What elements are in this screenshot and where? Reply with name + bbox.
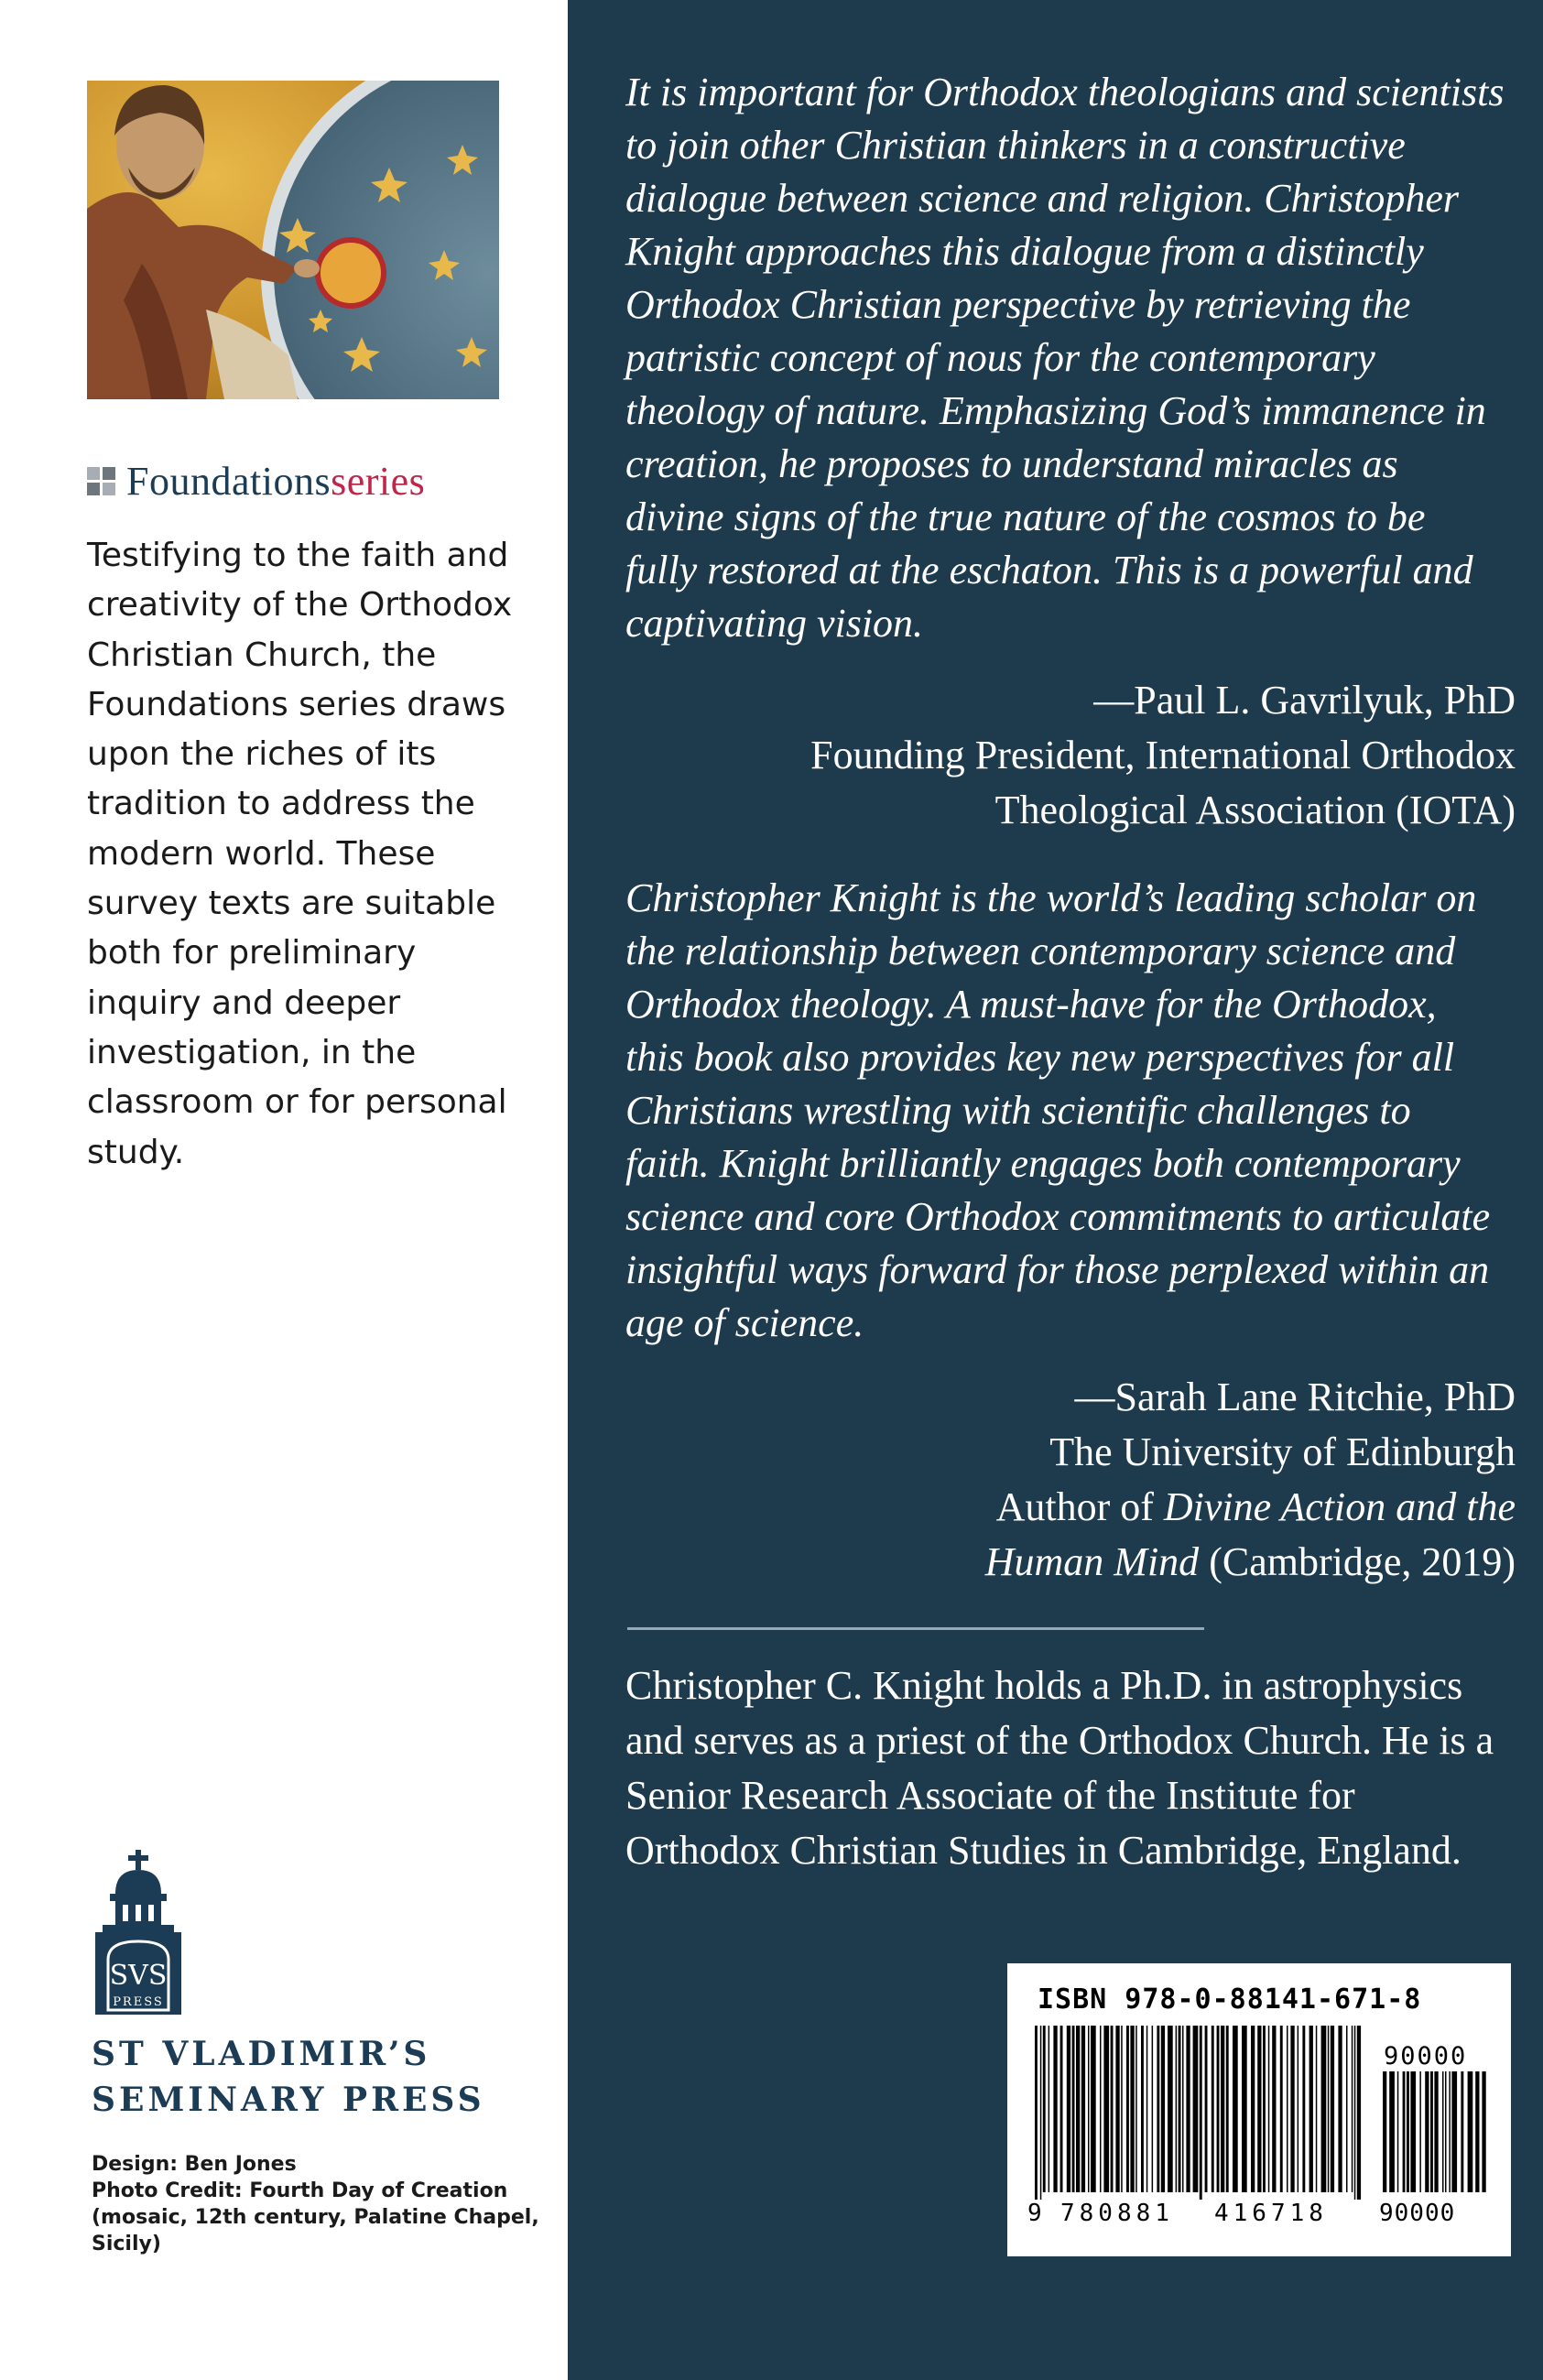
barcode-bar [1091,2026,1096,2192]
barcode-bar [1410,2071,1416,2192]
endorsement-quote-2: Christopher Knight is the world’s leading scholar on the relationship between contemporary science and Orthodox theology. A must-have for the Orthodox, this book also provides key new perspectives for all Christians wrestling with scientific challenges to faith. Knight brilliantly engages both contemporary science and core Orthodox commitments to articulate insightful ways forward for those perplexed within an age of science. [625,875,1491,1345]
endorser-name-2: —Sarah Lane Ritchie, PhD [1074,1375,1516,1419]
barcode-bar [1272,2026,1276,2192]
barcode-bar [1060,2026,1063,2192]
price-barcode-bars [1383,2071,1493,2200]
foundations-series-logo [87,458,425,504]
price-digits: 90000 [1379,2200,1456,2227]
barcode-bar [1354,2026,1356,2200]
cover-credits [92,2151,568,2257]
barcode-bar [1233,2026,1238,2192]
left-panel [0,0,568,2380]
barcode-bar [1257,2026,1261,2192]
barcode-bar [1389,2071,1395,2192]
barcode-bar [1397,2071,1399,2192]
right-panel [568,0,1543,2380]
barcode-bar [1141,2026,1144,2192]
barcode-bar [1430,2071,1433,2192]
barcode-bar [1475,2071,1479,2192]
barcode-bar [1445,2071,1447,2192]
barcode-digits-group2: 416718 [1214,2200,1328,2227]
barcode-bar [1088,2026,1090,2192]
price-code: 90000 [1384,2042,1468,2070]
barcode-bar [1053,2026,1057,2192]
barcode-bar [1126,2026,1129,2192]
publisher-name-line2: SEMINARY PRESS [92,2081,485,2119]
barcode-bar [1242,2026,1247,2192]
photo-credit: Photo Credit: Fourth Day of Creation [92,2179,508,2202]
barcode-bar [1309,2026,1313,2192]
barcode-bar [1121,2026,1123,2192]
barcode-bar [1217,2026,1220,2192]
author-of-prefix: Author of [995,1484,1164,1529]
barcode-bar [1040,2026,1042,2200]
barcode-bar [1425,2071,1429,2192]
barcode-bar [1451,2071,1457,2192]
book-title-line2: Human Mind [984,1539,1200,1584]
barcode-bar [1221,2026,1224,2192]
barcode-bar [1226,2026,1229,2192]
barcode-digit-first: 9 [1027,2200,1042,2227]
barcode-bar [1179,2026,1181,2192]
endorsement-attribution-1 [625,673,1516,838]
barcode-bar [1268,2026,1270,2192]
barcode-bar [1193,2026,1199,2192]
barcode-bar [1357,2026,1361,2200]
endorser-name-1: —Paul L. Gavrilyuk, PhD [1093,678,1516,723]
barcode-bar [1290,2026,1294,2192]
svs-press-logo-icon [88,1850,189,2015]
endorsement-quote-1: It is important for Orthodox theologians and scientists to join other Christian thinkers in a constructive dialogue between science and religion. Christopher Knight approaches this dialogue from a distinctly Orthodox Christian perspective by retrieving the patristic concept of nous for the contemporary theology of nature. Emphasizing God’s immanence in creation, he proposes to understand miracles as divine signs of the true nature of the cosmos to be fully restored at the eschaton. This is a powerful and captivating vision. [625,70,1505,646]
book-title-line1: Divine Action and the [1163,1484,1516,1529]
barcode-bar [1186,2026,1190,2192]
barcode-bar [1157,2026,1159,2192]
barcode-bar [1076,2026,1080,2192]
barcode-bar [1280,2026,1283,2192]
barcode-bar [1205,2026,1208,2192]
barcode-bar [1321,2026,1327,2192]
barcode-bar [1035,2026,1038,2200]
barcode-bar [1152,2026,1154,2192]
endorsement-attribution-2 [625,1370,1516,1590]
barcode-bar [1434,2071,1438,2192]
barcode-bar [1328,2026,1330,2192]
barcode-bar [1352,2026,1353,2192]
barcode-bar [1482,2071,1485,2192]
press-logo-text: PRESS [113,1995,164,2009]
photo-credit-detail: (mosaic, 12th century, Palatine Chapel, Sicily) [92,2206,539,2255]
barcode-bar [1168,2026,1173,2192]
svs-logo-text: SVS [109,1960,168,1992]
barcode-bar [1182,2026,1184,2192]
barcode-bar [1298,2026,1299,2192]
series-squares-icon [87,467,115,495]
barcode-bar [1111,2026,1114,2192]
barcode-bar [1346,2026,1348,2192]
barcode-bar [1419,2071,1421,2192]
barcode-bar [1115,2026,1119,2192]
barcode-bar [1383,2071,1386,2192]
barcode-bars [1035,2026,1364,2200]
mosaic-creation-image [87,81,499,399]
endorser-affiliation-2: The University of Edinburgh [1049,1429,1516,1474]
series-name-series: series [331,458,426,504]
barcode-bar [1449,2071,1451,2192]
author-bio: Christopher C. Knight holds a Ph.D. in astrophysics and serves as a priest of the Orthodox Church. He is a Senior Research Associate of the Institute for Orthodox Christian Studies in Cambridge, England. [625,1663,1494,1873]
barcode-bar [1331,2026,1334,2192]
barcode-bar [1407,2071,1409,2192]
barcode-bar [1338,2026,1342,2192]
barcode-bar [1067,2026,1070,2192]
barcode-bar [1287,2026,1288,2192]
barcode-bar [1251,2026,1255,2192]
endorser-title-1b: Theological Association (IOTA) [994,788,1516,832]
barcode-bar [1263,2026,1266,2192]
barcode-bar [1103,2026,1109,2192]
design-credit: Design: Ben Jones [92,2153,297,2176]
publisher-name [92,2031,485,2123]
barcode-bar [1461,2071,1463,2192]
barcode-bar [1403,2071,1406,2192]
barcode-bar [1043,2026,1046,2192]
barcode-bar [1442,2071,1444,2192]
barcode-bar [1072,2026,1075,2192]
series-description: Testifying to the faith and creativity of the Orthodox Christian Church, the Foundations series draws upon the riches of its tradition to address the modern world. These survey texts are suitable both for preliminary inquiry and deeper investigation, in the classroom or for personal study. [87,537,513,1171]
section-divider [627,1627,1204,1630]
book-details: (Cambridge, 2019) [1199,1539,1516,1584]
series-name-foundations: Foundations [126,458,331,504]
barcode-bar [1081,2026,1085,2192]
barcode-bar [1200,2026,1202,2200]
barcode-bar [1316,2026,1318,2192]
barcode-bar [1302,2026,1305,2192]
barcode-bar [1049,2026,1050,2192]
barcode-bar [1212,2026,1214,2192]
barcode-bar [1176,2026,1178,2192]
barcode-bar [1130,2026,1134,2192]
barcode-bar [1468,2071,1473,2192]
barcode-bar [1146,2026,1148,2192]
isbn-barcode [1007,1963,1511,2256]
barcode-bar [1161,2026,1165,2192]
isbn-label: ISBN 978-0-88141-671-8 [1038,1983,1422,2016]
publisher-name-line1: ST VLADIMIR’S [92,2035,431,2073]
barcode-bar [1136,2026,1137,2192]
barcode-bar [1100,2026,1102,2192]
endorser-title-1a: Founding President, International Orthodox [810,733,1516,777]
barcode-digits-group1: 780881 [1060,2200,1174,2227]
